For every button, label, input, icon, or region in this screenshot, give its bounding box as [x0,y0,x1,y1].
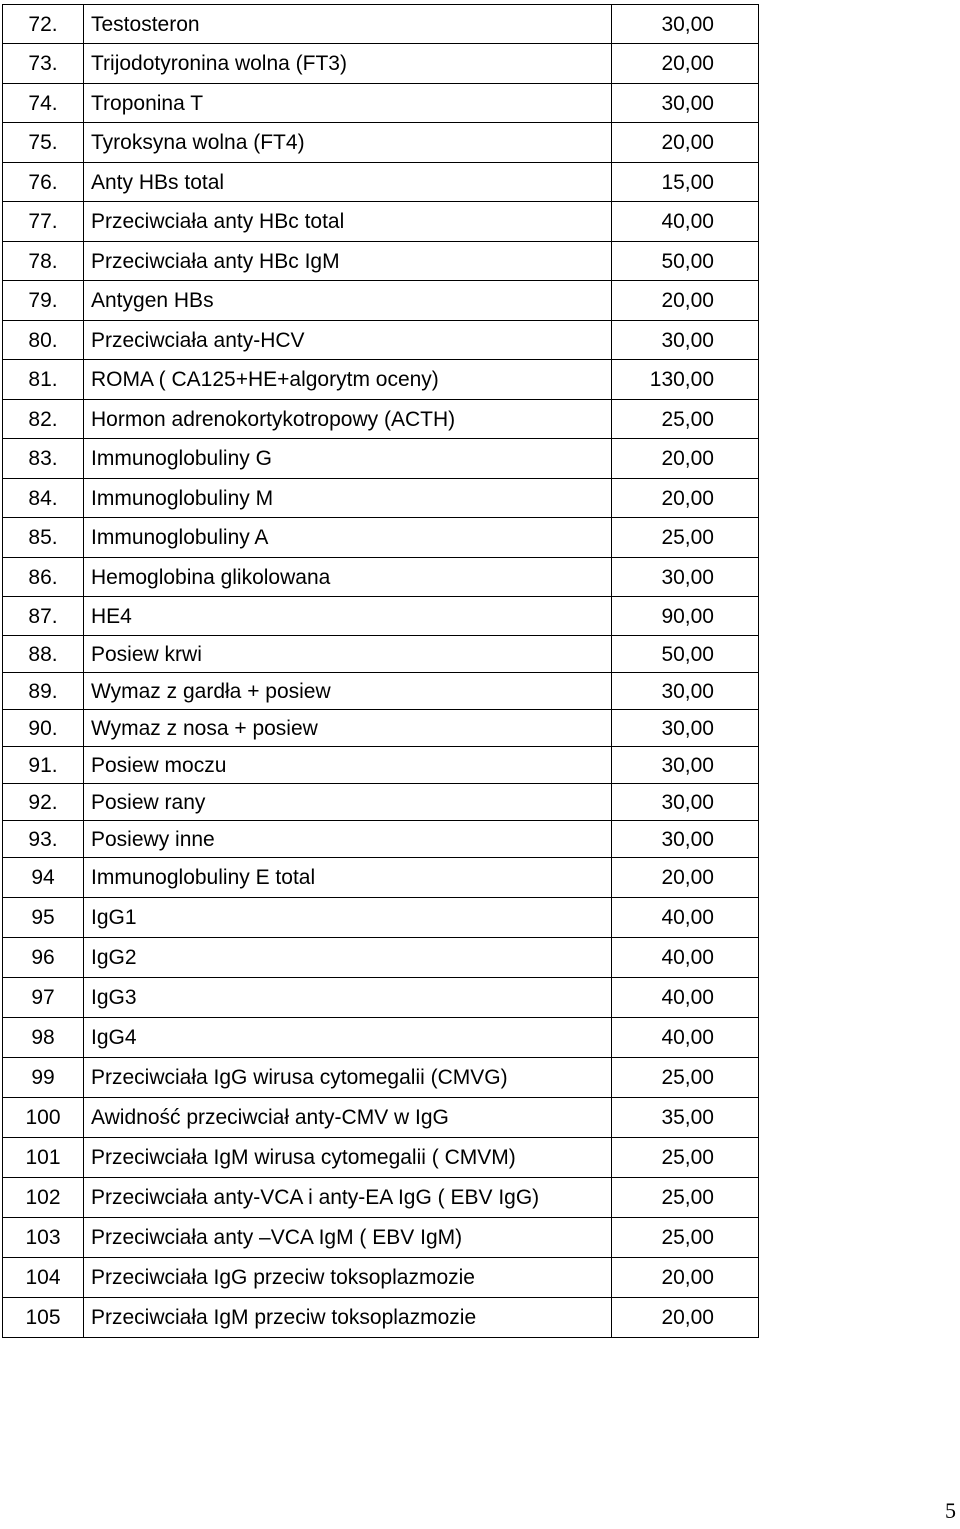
test-price: 20,00 [612,858,759,898]
test-name: Anty HBs total [84,163,612,202]
test-name: IgG3 [84,978,612,1018]
test-name: Przeciwciała IgG przeciw toksoplazmozie [84,1258,612,1298]
test-price: 40,00 [612,978,759,1018]
row-number: 88. [3,636,84,673]
test-price: 25,00 [612,1058,759,1098]
test-price: 30,00 [612,747,759,784]
test-name: Tyroksyna wolna (FT4) [84,123,612,163]
table-row [3,1298,759,1338]
table-row [3,1178,759,1218]
table-row [3,710,759,747]
row-number: 91. [3,747,84,784]
row-number: 100 [3,1098,84,1138]
test-name: Awidność przeciwciał anty-CMV w IgG [84,1098,612,1138]
test-name: Posiew krwi [84,636,612,673]
test-name: HE4 [84,597,612,636]
row-number: 92. [3,784,84,821]
test-name: Immunoglobuliny E total [84,858,612,898]
test-price: 20,00 [612,479,759,518]
test-price: 25,00 [612,1138,759,1178]
test-name: Przeciwciała anty HBc total [84,202,612,242]
row-number: 78. [3,242,84,281]
test-name: Immunoglobuliny A [84,518,612,558]
row-number: 72. [3,5,84,44]
table-row [3,5,759,44]
test-price: 40,00 [612,898,759,938]
row-number: 77. [3,202,84,242]
test-price: 30,00 [612,84,759,123]
row-number: 94 [3,858,84,898]
row-number: 105 [3,1298,84,1338]
table-row [3,1258,759,1298]
row-number: 93. [3,821,84,858]
test-name: Przeciwciała anty-HCV [84,321,612,360]
test-price: 25,00 [612,518,759,558]
test-price: 20,00 [612,1298,759,1338]
test-price: 20,00 [612,281,759,321]
test-name: Trijodotyronina wolna (FT3) [84,44,612,84]
test-name: Przeciwciała IgG wirusa cytomegalii (CMVG) [84,1058,612,1098]
table-row [3,202,759,242]
test-price: 30,00 [612,321,759,360]
table-row [3,44,759,84]
table-row [3,747,759,784]
table-row [3,597,759,636]
row-number: 96 [3,938,84,978]
row-number: 84. [3,479,84,518]
test-price: 20,00 [612,1258,759,1298]
row-number: 101 [3,1138,84,1178]
row-number: 82. [3,400,84,439]
table-row [3,242,759,281]
test-price: 30,00 [612,821,759,858]
table-row [3,439,759,479]
test-name: IgG2 [84,938,612,978]
test-name: Wymaz z gardła + posiew [84,673,612,710]
table-row [3,938,759,978]
row-number: 80. [3,321,84,360]
row-number: 76. [3,163,84,202]
test-price: 40,00 [612,1018,759,1058]
table-row [3,123,759,163]
table-row [3,84,759,123]
test-price: 50,00 [612,242,759,281]
test-price: 25,00 [612,1178,759,1218]
table-row [3,321,759,360]
test-price: 25,00 [612,1218,759,1258]
page-number: 5 [945,1498,956,1523]
test-name: ROMA ( CA125+HE+algorytm oceny) [84,360,612,400]
test-price: 35,00 [612,1098,759,1138]
test-name: Hemoglobina glikolowana [84,558,612,597]
row-number: 73. [3,44,84,84]
test-price: 40,00 [612,202,759,242]
price-list-table [2,4,759,1338]
table-row [3,558,759,597]
test-price: 50,00 [612,636,759,673]
table-row [3,1098,759,1138]
row-number: 83. [3,439,84,479]
table-row [3,784,759,821]
test-name: Przeciwciała IgM wirusa cytomegalii ( CMVM) [84,1138,612,1178]
row-number: 79. [3,281,84,321]
test-price: 20,00 [612,44,759,84]
table-row [3,479,759,518]
test-price: 30,00 [612,784,759,821]
row-number: 85. [3,518,84,558]
test-name: Posiew rany [84,784,612,821]
test-name: Przeciwciała anty-VCA i anty-EA IgG ( EBV IgG) [84,1178,612,1218]
test-name: Posiewy inne [84,821,612,858]
row-number: 86. [3,558,84,597]
row-number: 75. [3,123,84,163]
test-price: 20,00 [612,439,759,479]
test-price: 15,00 [612,163,759,202]
test-name: Immunoglobuliny G [84,439,612,479]
table-row [3,518,759,558]
table-row [3,898,759,938]
test-price: 30,00 [612,558,759,597]
test-price: 30,00 [612,673,759,710]
table-row [3,1018,759,1058]
test-price: 30,00 [612,710,759,747]
test-name: Immunoglobuliny M [84,479,612,518]
row-number: 102 [3,1178,84,1218]
test-name: IgG4 [84,1018,612,1058]
row-number: 87. [3,597,84,636]
row-number: 99 [3,1058,84,1098]
table-row [3,281,759,321]
table-row [3,673,759,710]
table-row [3,1218,759,1258]
table-row [3,821,759,858]
price-list-body [3,5,759,1338]
row-number: 81. [3,360,84,400]
table-row [3,400,759,439]
table-row [3,163,759,202]
test-name: Przeciwciała anty HBc IgM [84,242,612,281]
row-number: 90. [3,710,84,747]
row-number: 95 [3,898,84,938]
table-row [3,978,759,1018]
test-price: 40,00 [612,938,759,978]
test-name: Przeciwciała IgM przeciw toksoplazmozie [84,1298,612,1338]
row-number: 74. [3,84,84,123]
test-name: Posiew moczu [84,747,612,784]
test-name: Antygen HBs [84,281,612,321]
test-name: IgG1 [84,898,612,938]
table-row [3,360,759,400]
test-price: 25,00 [612,400,759,439]
table-row [3,1138,759,1178]
row-number: 103 [3,1218,84,1258]
test-name: Przeciwciała anty –VCA IgM ( EBV IgM) [84,1218,612,1258]
table-row [3,858,759,898]
test-name: Testosteron [84,5,612,44]
test-price: 30,00 [612,5,759,44]
test-name: Wymaz z nosa + posiew [84,710,612,747]
row-number: 104 [3,1258,84,1298]
table-row [3,636,759,673]
test-name: Troponina T [84,84,612,123]
table-row [3,1058,759,1098]
row-number: 98 [3,1018,84,1058]
test-name: Hormon adrenokortykotropowy (ACTH) [84,400,612,439]
row-number: 97 [3,978,84,1018]
row-number: 89. [3,673,84,710]
test-price: 90,00 [612,597,759,636]
test-price: 20,00 [612,123,759,163]
test-price: 130,00 [612,360,759,400]
